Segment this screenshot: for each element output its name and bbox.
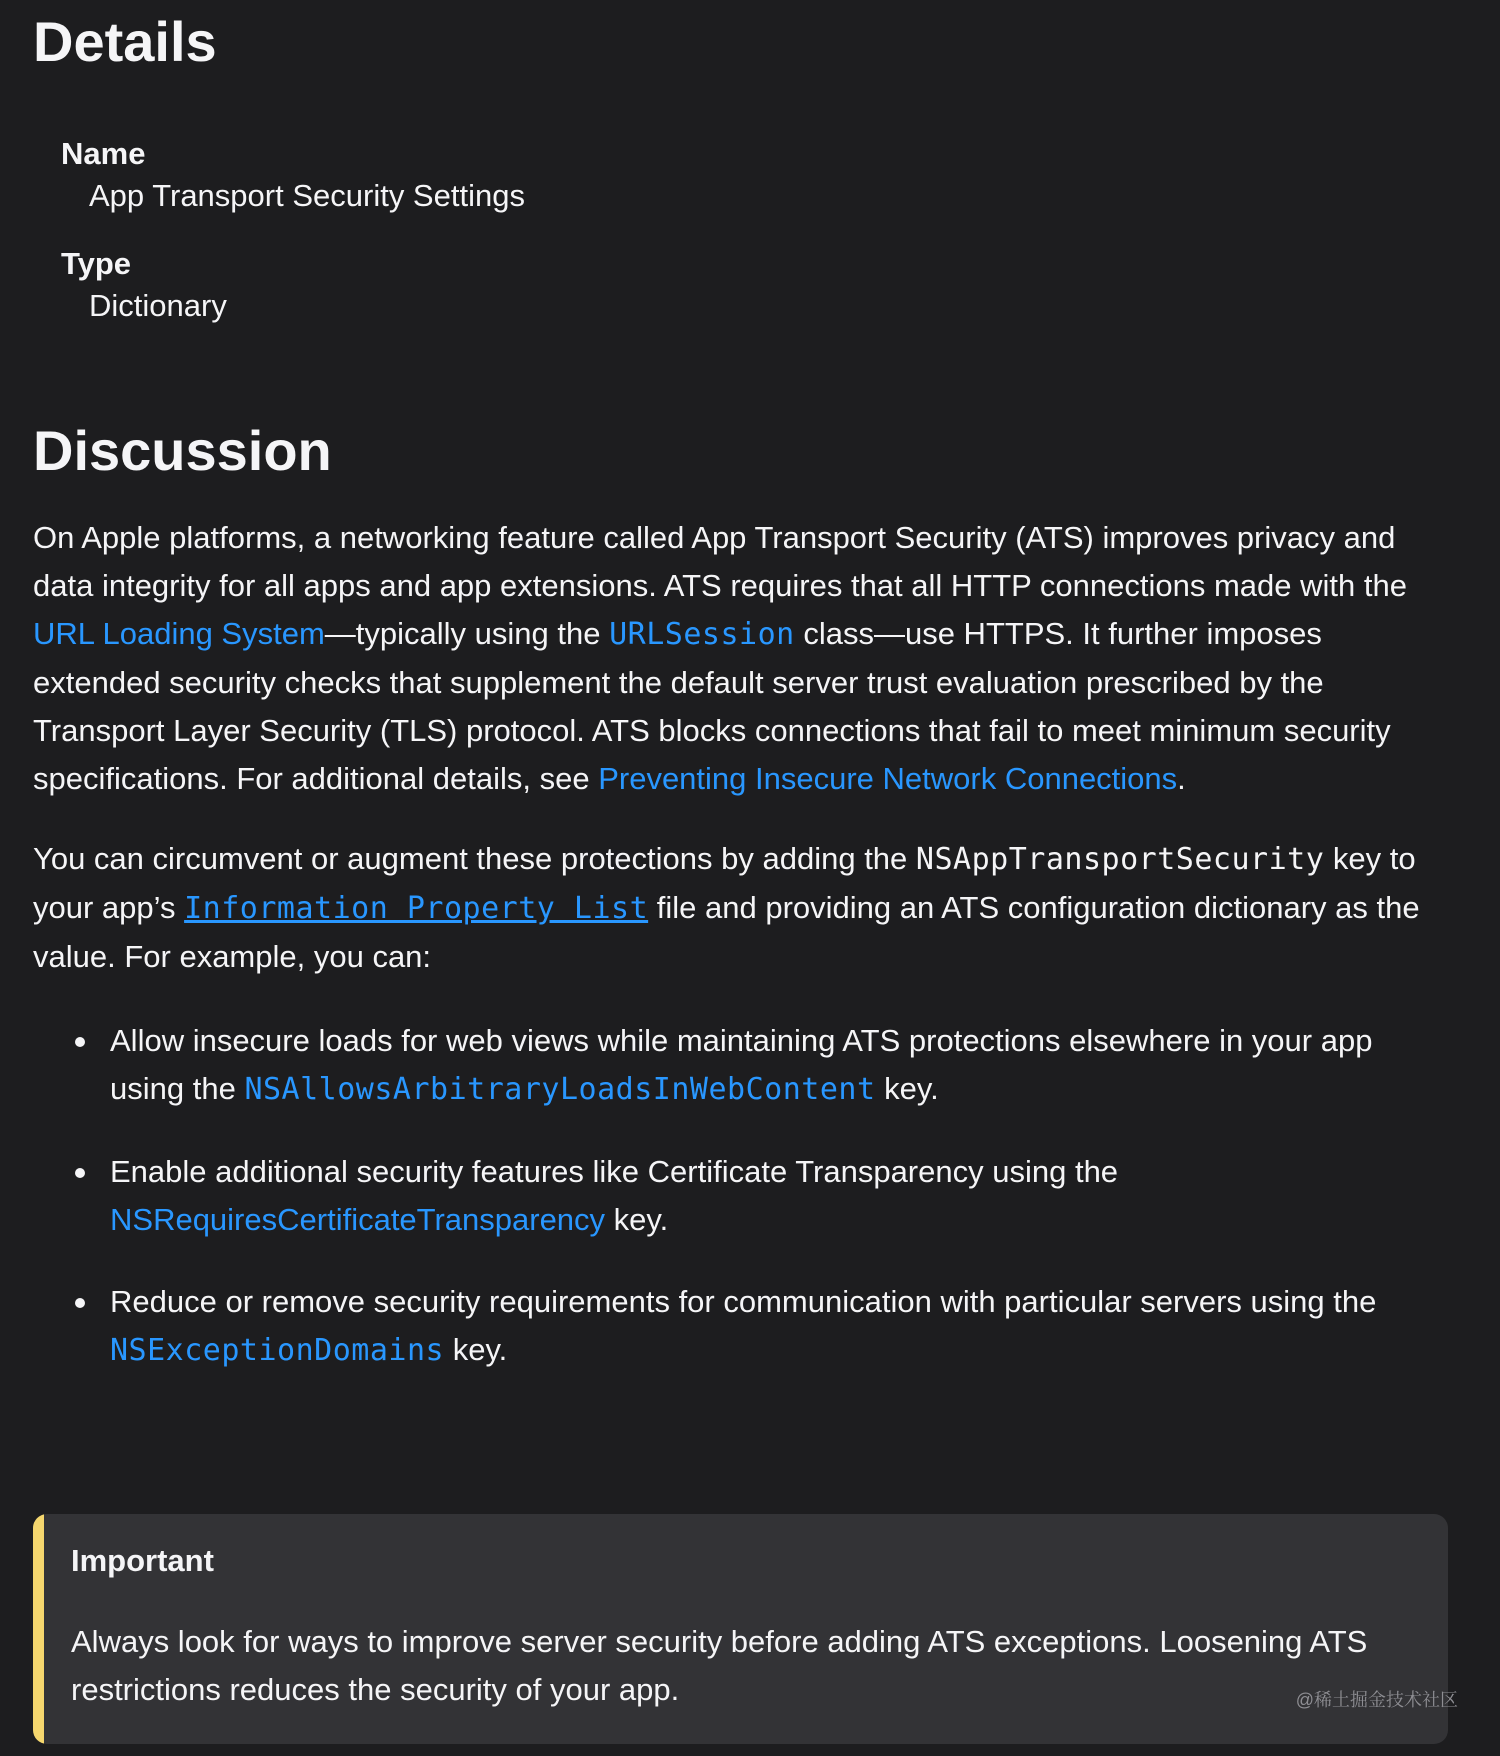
p1-text-4: . (1177, 761, 1186, 797)
p2-text-1: You can circumvent or augment these protections by adding the (33, 841, 916, 877)
nsapptransportsecurity-code: NSAppTransportSecurity (915, 842, 1325, 878)
p1-text-3: class—use HTTPS. It further imposes extended security checks that supplement the default server trust evaluation prescribed by the Transport Layer Security (TLS) protocol. ATS blocks connections that fail to meet minimum security specifications. For additional details, see (33, 616, 1391, 797)
information-property-list-code: Information Property List (184, 891, 649, 927)
type-label: Type (61, 246, 132, 282)
list-item (110, 1017, 1448, 1114)
bullet-3-text-2: key. (444, 1332, 508, 1368)
list-item (110, 1148, 1448, 1244)
details-heading: Details (33, 10, 217, 73)
list-item (110, 1278, 1448, 1375)
bullet-1-text-2: key. (875, 1071, 939, 1107)
information-property-list-link[interactable] (184, 890, 648, 925)
bullet-1-text-1: Allow insecure loads for web views while maintaining ATS protections elsewhere in your app using the (110, 1023, 1373, 1107)
urlsession-link[interactable] (609, 616, 795, 651)
bullet-icon (75, 1298, 85, 1308)
type-value: Dictionary (89, 288, 227, 324)
p1-text-1: On Apple platforms, a networking feature called App Transport Security (ATS) improves privacy and data integrity for all apps and app extensions. ATS requires that all HTTP connections made with the (33, 520, 1407, 604)
important-aside (33, 1514, 1448, 1744)
important-title: Important (71, 1543, 214, 1578)
urlsession-code: URLSession (609, 617, 795, 653)
p2-text-2: key to your app’s (33, 841, 1416, 926)
nsallowsarbitraryloadsinwebcontent-link[interactable] (244, 1071, 875, 1106)
options-list (33, 1017, 1448, 1375)
nsallowsarbitraryloadsinwebcontent-code: NSAllowsArbitraryLoadsInWebContent (244, 1072, 876, 1108)
name-value: App Transport Security Settings (89, 178, 525, 214)
watermark: @稀土掘金技术社区 (1295, 1690, 1458, 1710)
discussion-paragraph-1 (33, 514, 1448, 803)
aside-accent-bar (33, 1514, 44, 1744)
bullet-icon (75, 1168, 85, 1178)
details-list (61, 133, 1448, 327)
nsrequirescertificatetransparency-link[interactable]: NSRequiresCertificateTransparency (110, 1202, 606, 1238)
document-page (33, 0, 1448, 1409)
bullet-2-text-2: key. (605, 1202, 669, 1238)
p1-text-2: —typically using the (324, 616, 610, 652)
discussion-heading: Discussion (33, 419, 332, 483)
name-label: Name (61, 136, 146, 172)
discussion-paragraph-2 (33, 835, 1448, 981)
bullet-3-text-1: Reduce or remove security requirements for communication with particular servers using the (110, 1284, 1377, 1320)
bullet-2-text-1: Enable additional security features like Certificate Transparency using the (110, 1154, 1119, 1190)
important-text: Always look for ways to improve server security before adding ATS exceptions. Loosening ATS restrictions reduces the security of your app. (71, 1624, 1368, 1707)
preventing-insecure-connections-link[interactable]: Preventing Insecure Network Connections (598, 761, 1178, 797)
nsexceptiondomains-code: NSExceptionDomains (110, 1333, 445, 1369)
bullet-icon (75, 1037, 85, 1047)
nsexceptiondomains-link[interactable] (110, 1332, 444, 1367)
p2-text-3: file and providing an ATS configuration dictionary as the value. For example, you can: (33, 890, 1420, 975)
url-loading-system-link[interactable]: URL Loading System (33, 616, 325, 652)
